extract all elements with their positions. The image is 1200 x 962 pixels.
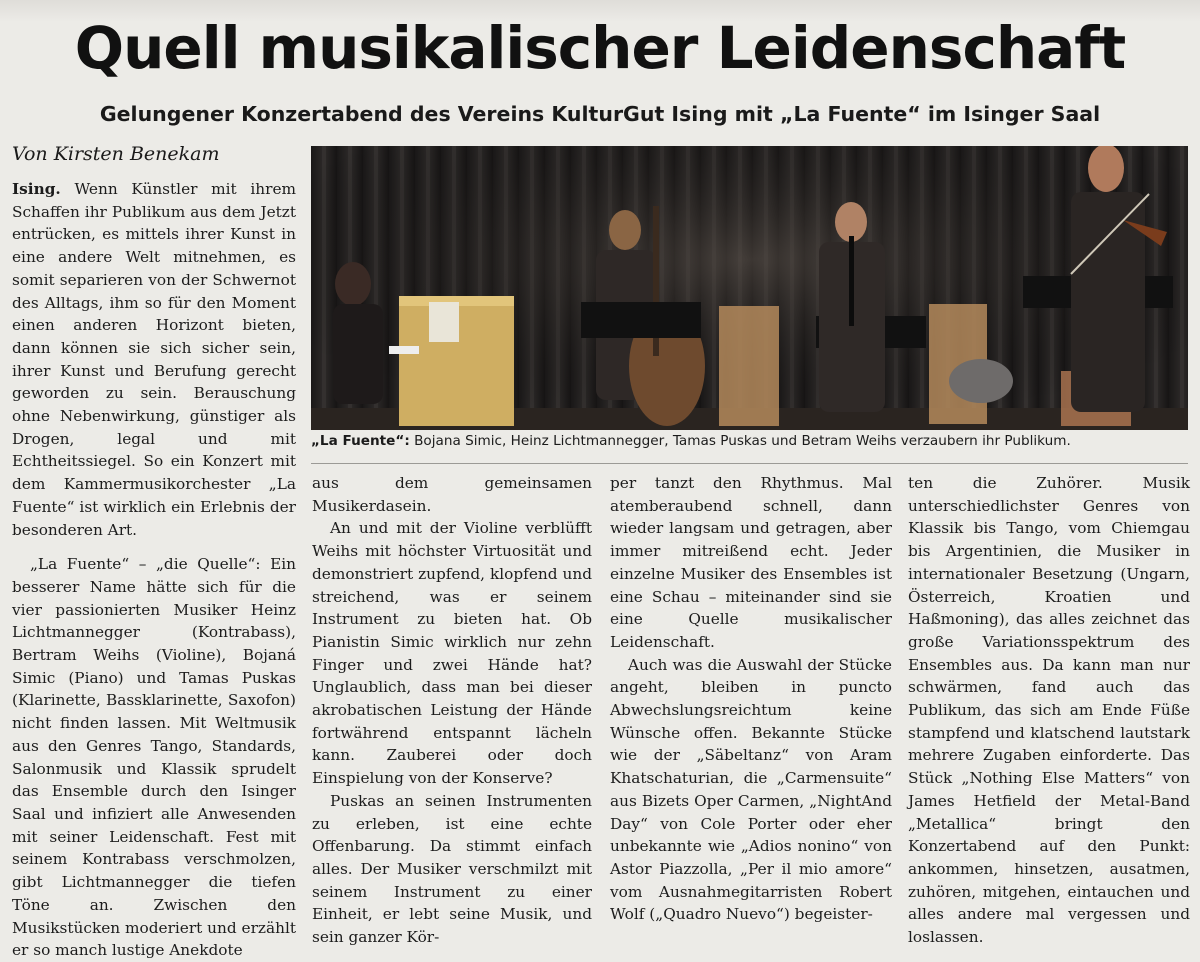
paragraph: per tanzt den Rhythmus. Mal atemberaubend schnell, dann wieder langsam und getragen, aber immer mitreißend echt. Jeder einzelne Musiker des Ensembles ist eine Schau – miteinander sind sie eine Quelle musikalischer Leidenschaft. bbox=[610, 474, 892, 651]
paragraph bbox=[12, 178, 296, 541]
concert-photo bbox=[311, 146, 1188, 430]
article-column-1 bbox=[12, 178, 296, 962]
dateline: Ising. bbox=[12, 180, 61, 198]
paragraph-text: Wenn Künstler mit ihrem Schaffen ihr Publikum aus dem Jetzt entrücken, es mittels ihrer Kunst in eine andere Welt mitnehmen, es somit separieren von der Schwernot des Alltags, ihm so für den Moment einen anderen Horizont bieten, dann können sie sich sicher sein, ihrer Kunst und Berufung gerecht geworden zu sein. Berauschung ohne Nebenwirkung, günstiger als Drogen, legal und mit Echtheitssiegel. So ein Konzert mit dem Kammermusikorchester „La Fuente“ ist wirklich ein Erlebnis der besonderen Art. bbox=[12, 180, 296, 539]
paragraph: aus dem gemeinsamen Musikerdasein. bbox=[312, 474, 592, 515]
article-column-3 bbox=[610, 472, 892, 926]
caption-divider bbox=[311, 463, 1188, 464]
caption-lead: „La Fuente“: bbox=[311, 433, 410, 449]
paragraph: ten die Zuhörer. Musik unterschiedlichster Genres von Klassik bis Tango, vom Chiemgau bis Argentinien, die Musiker in internationaler Besetzung (Ungarn, Österreich, Kroatien und Haßmoning), das alles zeichnet das große Variationsspektrum des Ensembles aus. Da kann man nur schwärmen, fand auch das Publikum, das sich am Ende Füße stampfend und klatschend lautstark mehrere Zugaben einforderte. Das Stück „Nothing Else Matters“ von James Hetfield der Metal-Band „Metallica“ bringt den Konzertabend auf den Punkt: ankommen, hinsetzen, ausatmen, zuhören, mitgehen, eintauchen und alles andere mal vergessen und loslassen. bbox=[908, 474, 1190, 947]
paragraph: Puskas an seinen Instrumenten zu erleben, ist eine echte Offenbarung. Da stimmt einfach alles. Der Musiker verschmilzt mit seinem Instrument zu einer Einheit, er lebt seine Musik, und sein ganzer Kör- bbox=[312, 791, 592, 947]
paragraph: An und mit der Violine verblüfft Weihs mit höchster Virtuosität und demonstriert zupfend, klopfend und streichend, was er seinem Instrument zu bieten hat. Ob Pianistin Simic wirklich nur zehn Finger und zwei Hände hat? Unglaublich, dass man bei dieser akrobatischen Leistung der Hände fortwährend entspannt lächeln kann. Zauberei oder doch Einspielung von der Konserve? bbox=[312, 519, 592, 788]
article-column-4 bbox=[908, 472, 1190, 949]
subheadline: Gelungener Konzertabend des Vereins KulturGut Ising mit „La Fuente“ im Isinger Saal bbox=[99, 102, 1101, 126]
article-column-2 bbox=[312, 472, 592, 949]
byline: Von Kirsten Benekam bbox=[12, 143, 220, 165]
caption-text: Bojana Simic, Heinz Lichtmannegger, Tamas Puskas und Betram Weihs verzaubern ihr Publikum. bbox=[409, 433, 1071, 449]
paragraph: Auch was die Auswahl der Stücke angeht, bleiben in puncto Abwechslungsreichtum keine Wünsche offen. Bekannte Stücke wie der „Säbeltanz“ von Aram Khatschaturian, die „Carmensuite“ aus Bizets Oper Carmen, „NightAnd Day“ von Cole Porter oder eher unbekannte wie „Adios nonino“ von Astor Piazzolla, „Per il mio amore“ vom Ausnahmegitarristen Robert Wolf („Quadro Nuevo“) begeister- bbox=[610, 655, 892, 924]
paragraph: „La Fuente“ – „die Quelle“: Ein besserer Name hätte sich für die vier passionierten Musiker Heinz Lichtmannegger (Kontrabass), Bertram Weihs (Violine), Bojaná Simic (Piano) und Tamas Puskas (Klarinette, Bassklarinette, Saxofon) nicht finden lassen. Mit Weltmusik aus den Genres Tango, Standards, Salonmusik und Klassik sprudelt das Ensemble durch den Isinger Saal und infiziert alle Anwesenden mit seiner Leidenschaft. Fest mit seinem Kontrabass verschmolzen, gibt Lichtmannegger die tiefen Töne an. Zwischen den Musikstücken moderiert und erzählt er so manch lustige Anekdote bbox=[12, 555, 296, 960]
headline: Quell musikalischer Leidenschaft bbox=[74, 14, 1126, 82]
photo-caption bbox=[311, 433, 1191, 449]
